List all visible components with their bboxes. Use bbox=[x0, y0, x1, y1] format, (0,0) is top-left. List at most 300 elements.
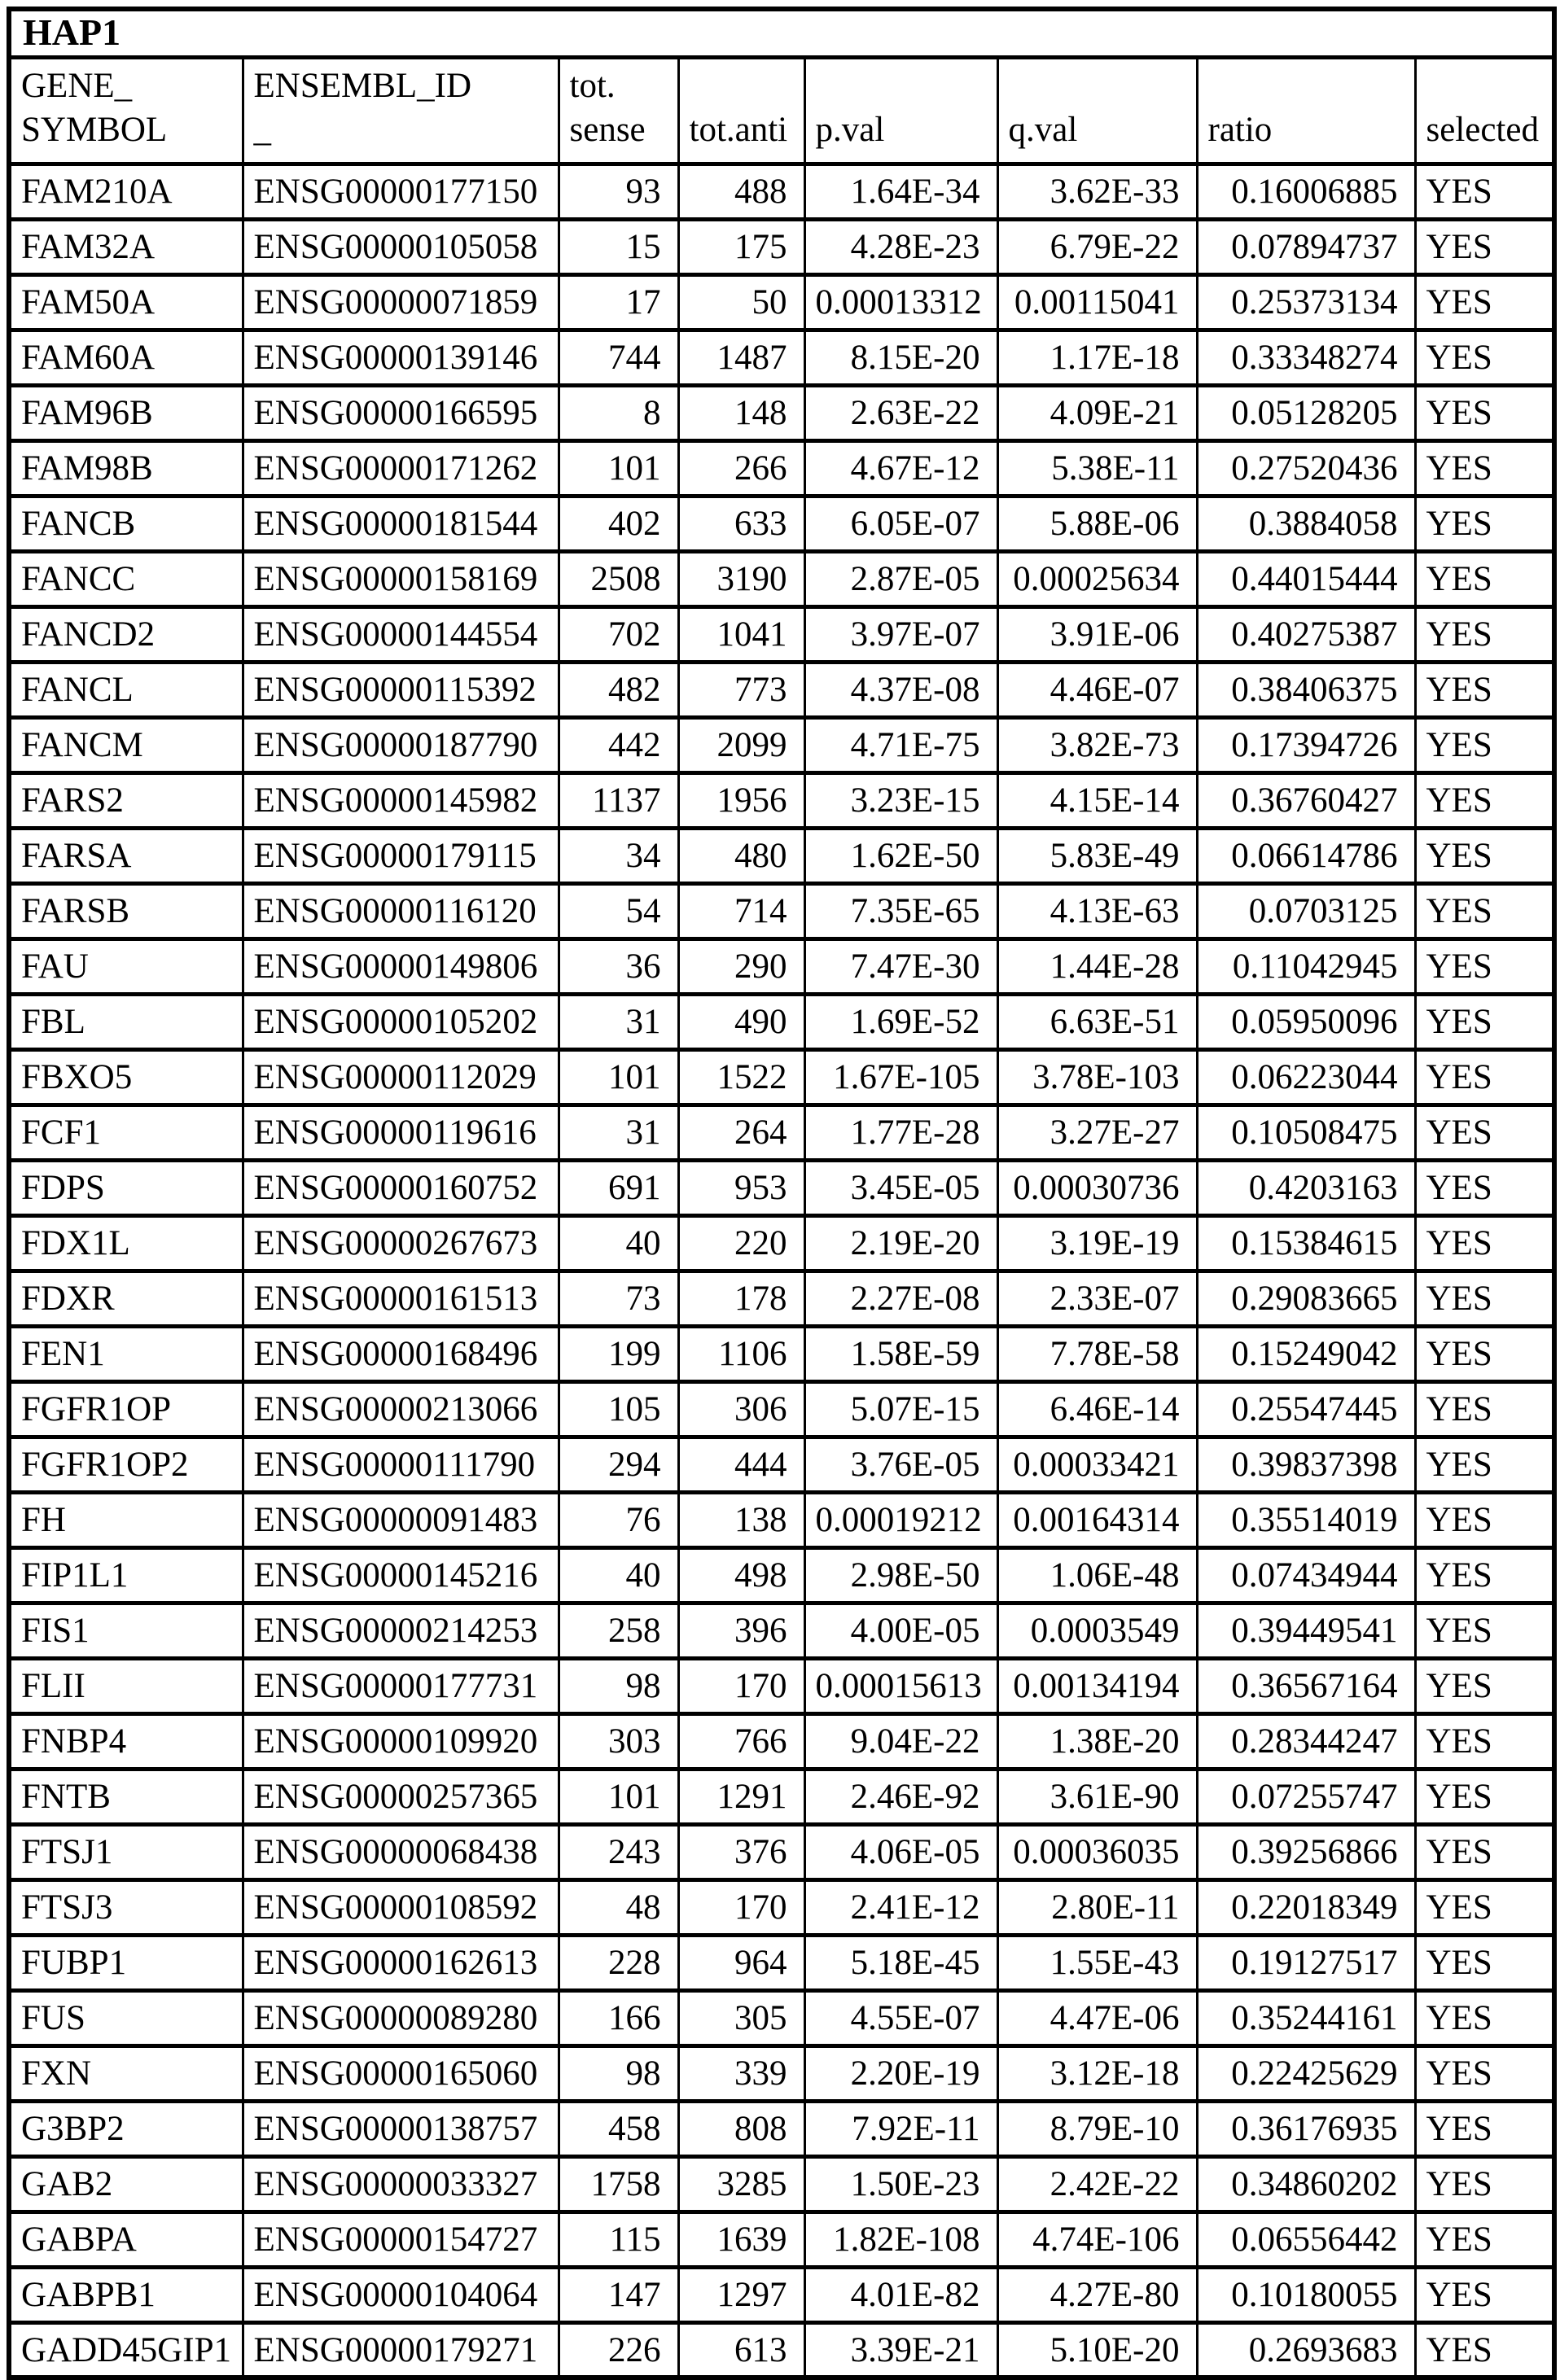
cell-ensembl-id: ENSG00000160752 bbox=[243, 1160, 559, 1215]
cell-p-val: 4.37E-08 bbox=[804, 662, 997, 717]
cell-tot-sense: 166 bbox=[559, 1990, 678, 2045]
cell-gene-symbol: FIS1 bbox=[9, 1603, 243, 1658]
cell-ensembl-id: ENSG00000115392 bbox=[243, 662, 559, 717]
cell-tot-anti: 1487 bbox=[678, 330, 804, 385]
cell-ensembl-id: ENSG00000181544 bbox=[243, 496, 559, 551]
cell-tot-sense: 105 bbox=[559, 1381, 678, 1437]
cell-tot-anti: 766 bbox=[678, 1713, 804, 1769]
cell-selected: YES bbox=[1415, 1658, 1554, 1713]
cell-tot-sense: 744 bbox=[559, 330, 678, 385]
cell-ratio: 0.44015444 bbox=[1197, 551, 1415, 606]
column-header-selected: selected bbox=[1415, 58, 1554, 164]
cell-tot-anti: 3285 bbox=[678, 2156, 804, 2212]
table-row bbox=[9, 164, 1554, 219]
cell-tot-anti: 264 bbox=[678, 1105, 804, 1160]
cell-selected: YES bbox=[1415, 883, 1554, 938]
cell-p-val: 0.00015613 bbox=[804, 1658, 997, 1713]
cell-ratio: 0.27520436 bbox=[1197, 440, 1415, 496]
cell-p-val: 4.67E-12 bbox=[804, 440, 997, 496]
cell-tot-anti: 498 bbox=[678, 1547, 804, 1603]
cell-selected: YES bbox=[1415, 1160, 1554, 1215]
cell-ratio: 0.40275387 bbox=[1197, 606, 1415, 662]
cell-tot-sense: 228 bbox=[559, 1935, 678, 1990]
table-row bbox=[9, 1326, 1554, 1381]
cell-tot-anti: 808 bbox=[678, 2101, 804, 2156]
cell-q-val: 5.83E-49 bbox=[997, 828, 1197, 883]
cell-selected: YES bbox=[1415, 938, 1554, 994]
cell-ensembl-id: ENSG00000187790 bbox=[243, 717, 559, 772]
cell-tot-anti: 953 bbox=[678, 1160, 804, 1215]
table-row bbox=[9, 1769, 1554, 1824]
cell-p-val: 3.23E-15 bbox=[804, 772, 997, 828]
table-row bbox=[9, 440, 1554, 496]
cell-gene-symbol: GABPB1 bbox=[9, 2267, 243, 2322]
cell-selected: YES bbox=[1415, 1935, 1554, 1990]
cell-p-val: 1.62E-50 bbox=[804, 828, 997, 883]
cell-tot-sense: 442 bbox=[559, 717, 678, 772]
cell-ratio: 0.06223044 bbox=[1197, 1049, 1415, 1105]
cell-q-val: 4.47E-06 bbox=[997, 1990, 1197, 2045]
cell-gene-symbol: FDPS bbox=[9, 1160, 243, 1215]
cell-selected: YES bbox=[1415, 1326, 1554, 1381]
cell-selected: YES bbox=[1415, 551, 1554, 606]
cell-tot-sense: 402 bbox=[559, 496, 678, 551]
cell-tot-sense: 115 bbox=[559, 2212, 678, 2267]
cell-q-val: 6.46E-14 bbox=[997, 1381, 1197, 1437]
cell-tot-sense: 31 bbox=[559, 1105, 678, 1160]
cell-tot-sense: 54 bbox=[559, 883, 678, 938]
cell-p-val: 2.41E-12 bbox=[804, 1879, 997, 1935]
column-header-tot-sense: tot. sense bbox=[559, 58, 678, 164]
cell-q-val: 4.27E-80 bbox=[997, 2267, 1197, 2322]
cell-ratio: 0.36760427 bbox=[1197, 772, 1415, 828]
cell-q-val: 0.00036035 bbox=[997, 1824, 1197, 1879]
cell-tot-sense: 303 bbox=[559, 1713, 678, 1769]
cell-ensembl-id: ENSG00000068438 bbox=[243, 1824, 559, 1879]
table-row bbox=[9, 1160, 1554, 1215]
column-header-tot-anti: tot.anti bbox=[678, 58, 804, 164]
cell-ensembl-id: ENSG00000111790 bbox=[243, 1437, 559, 1492]
cell-p-val: 1.69E-52 bbox=[804, 994, 997, 1049]
cell-tot-anti: 613 bbox=[678, 2322, 804, 2378]
cell-tot-anti: 1956 bbox=[678, 772, 804, 828]
cell-q-val: 3.78E-103 bbox=[997, 1049, 1197, 1105]
cell-q-val: 0.00115041 bbox=[997, 274, 1197, 330]
cell-tot-anti: 1041 bbox=[678, 606, 804, 662]
cell-q-val: 6.79E-22 bbox=[997, 219, 1197, 274]
cell-tot-sense: 101 bbox=[559, 440, 678, 496]
cell-gene-symbol: FUS bbox=[9, 1990, 243, 2045]
cell-tot-sense: 294 bbox=[559, 1437, 678, 1492]
column-header-gene-symbol: GENE_ SYMBOL bbox=[9, 58, 243, 164]
column-header-q-val: q.val bbox=[997, 58, 1197, 164]
cell-selected: YES bbox=[1415, 1603, 1554, 1658]
cell-selected: YES bbox=[1415, 440, 1554, 496]
cell-ratio: 0.4203163 bbox=[1197, 1160, 1415, 1215]
cell-tot-anti: 266 bbox=[678, 440, 804, 496]
cell-selected: YES bbox=[1415, 1381, 1554, 1437]
table-row bbox=[9, 1713, 1554, 1769]
cell-ensembl-id: ENSG00000213066 bbox=[243, 1381, 559, 1437]
cell-p-val: 2.46E-92 bbox=[804, 1769, 997, 1824]
table-row bbox=[9, 1381, 1554, 1437]
table-row bbox=[9, 2322, 1554, 2378]
cell-p-val: 2.20E-19 bbox=[804, 2045, 997, 2101]
table-row bbox=[9, 2045, 1554, 2101]
cell-tot-sense: 458 bbox=[559, 2101, 678, 2156]
cell-tot-sense: 76 bbox=[559, 1492, 678, 1547]
cell-p-val: 1.67E-105 bbox=[804, 1049, 997, 1105]
cell-tot-anti: 178 bbox=[678, 1271, 804, 1326]
cell-ratio: 0.33348274 bbox=[1197, 330, 1415, 385]
cell-ensembl-id: ENSG00000166595 bbox=[243, 385, 559, 440]
cell-tot-sense: 15 bbox=[559, 219, 678, 274]
cell-gene-symbol: FXN bbox=[9, 2045, 243, 2101]
cell-ensembl-id: ENSG00000104064 bbox=[243, 2267, 559, 2322]
cell-tot-sense: 702 bbox=[559, 606, 678, 662]
cell-gene-symbol: FGFR1OP2 bbox=[9, 1437, 243, 1492]
cell-ensembl-id: ENSG00000267673 bbox=[243, 1215, 559, 1271]
cell-tot-sense: 48 bbox=[559, 1879, 678, 1935]
cell-q-val: 3.82E-73 bbox=[997, 717, 1197, 772]
cell-tot-sense: 691 bbox=[559, 1160, 678, 1215]
table-row bbox=[9, 330, 1554, 385]
cell-tot-sense: 243 bbox=[559, 1824, 678, 1879]
cell-p-val: 3.97E-07 bbox=[804, 606, 997, 662]
cell-p-val: 4.71E-75 bbox=[804, 717, 997, 772]
cell-ratio: 0.05950096 bbox=[1197, 994, 1415, 1049]
cell-ensembl-id: ENSG00000144554 bbox=[243, 606, 559, 662]
cell-ensembl-id: ENSG00000161513 bbox=[243, 1271, 559, 1326]
cell-selected: YES bbox=[1415, 2267, 1554, 2322]
cell-gene-symbol: FAM60A bbox=[9, 330, 243, 385]
cell-p-val: 0.00019212 bbox=[804, 1492, 997, 1547]
cell-selected: YES bbox=[1415, 2322, 1554, 2378]
cell-ensembl-id: ENSG00000105058 bbox=[243, 219, 559, 274]
cell-selected: YES bbox=[1415, 496, 1554, 551]
cell-gene-symbol: FAM96B bbox=[9, 385, 243, 440]
table-row bbox=[9, 883, 1554, 938]
cell-selected: YES bbox=[1415, 1271, 1554, 1326]
cell-tot-anti: 2099 bbox=[678, 717, 804, 772]
cell-p-val: 1.64E-34 bbox=[804, 164, 997, 219]
cell-ensembl-id: ENSG00000119616 bbox=[243, 1105, 559, 1160]
cell-ensembl-id: ENSG00000105202 bbox=[243, 994, 559, 1049]
cell-q-val: 2.33E-07 bbox=[997, 1271, 1197, 1326]
cell-p-val: 4.06E-05 bbox=[804, 1824, 997, 1879]
cell-q-val: 1.44E-28 bbox=[997, 938, 1197, 994]
cell-ratio: 0.28344247 bbox=[1197, 1713, 1415, 1769]
cell-tot-anti: 396 bbox=[678, 1603, 804, 1658]
cell-tot-anti: 480 bbox=[678, 828, 804, 883]
cell-ratio: 0.34860202 bbox=[1197, 2156, 1415, 2212]
cell-selected: YES bbox=[1415, 662, 1554, 717]
table-row bbox=[9, 606, 1554, 662]
table-row bbox=[9, 772, 1554, 828]
cell-selected: YES bbox=[1415, 2212, 1554, 2267]
cell-p-val: 2.27E-08 bbox=[804, 1271, 997, 1326]
cell-ensembl-id: ENSG00000138757 bbox=[243, 2101, 559, 2156]
cell-q-val: 0.00134194 bbox=[997, 1658, 1197, 1713]
cell-gene-symbol: FCF1 bbox=[9, 1105, 243, 1160]
table-row bbox=[9, 828, 1554, 883]
cell-gene-symbol: FAM98B bbox=[9, 440, 243, 496]
cell-tot-anti: 148 bbox=[678, 385, 804, 440]
cell-p-val: 7.47E-30 bbox=[804, 938, 997, 994]
cell-selected: YES bbox=[1415, 219, 1554, 274]
table-row bbox=[9, 1049, 1554, 1105]
cell-p-val: 8.15E-20 bbox=[804, 330, 997, 385]
cell-selected: YES bbox=[1415, 1713, 1554, 1769]
cell-p-val: 5.07E-15 bbox=[804, 1381, 997, 1437]
cell-tot-anti: 290 bbox=[678, 938, 804, 994]
table-row bbox=[9, 1658, 1554, 1713]
cell-q-val: 1.55E-43 bbox=[997, 1935, 1197, 1990]
cell-q-val: 0.00025634 bbox=[997, 551, 1197, 606]
cell-gene-symbol: FAM210A bbox=[9, 164, 243, 219]
cell-ratio: 0.19127517 bbox=[1197, 1935, 1415, 1990]
cell-gene-symbol: FUBP1 bbox=[9, 1935, 243, 1990]
cell-ratio: 0.36567164 bbox=[1197, 1658, 1415, 1713]
cell-tot-anti: 170 bbox=[678, 1879, 804, 1935]
cell-ratio: 0.22018349 bbox=[1197, 1879, 1415, 1935]
cell-q-val: 4.09E-21 bbox=[997, 385, 1197, 440]
cell-tot-anti: 633 bbox=[678, 496, 804, 551]
cell-tot-sense: 258 bbox=[559, 1603, 678, 1658]
cell-selected: YES bbox=[1415, 1879, 1554, 1935]
cell-gene-symbol: GADD45GIP1 bbox=[9, 2322, 243, 2378]
cell-ratio: 0.07894737 bbox=[1197, 219, 1415, 274]
cell-ratio: 0.25547445 bbox=[1197, 1381, 1415, 1437]
cell-tot-sense: 98 bbox=[559, 2045, 678, 2101]
cell-gene-symbol: FH bbox=[9, 1492, 243, 1547]
table-row bbox=[9, 551, 1554, 606]
table-title-row bbox=[9, 9, 1554, 58]
cell-ensembl-id: ENSG00000089280 bbox=[243, 1990, 559, 2045]
cell-ratio: 0.06614786 bbox=[1197, 828, 1415, 883]
table-row bbox=[9, 1492, 1554, 1547]
cell-gene-symbol: FANCL bbox=[9, 662, 243, 717]
cell-gene-symbol: FNTB bbox=[9, 1769, 243, 1824]
cell-ratio: 0.10180055 bbox=[1197, 2267, 1415, 2322]
column-header-ratio: ratio bbox=[1197, 58, 1415, 164]
cell-gene-symbol: FDXR bbox=[9, 1271, 243, 1326]
cell-q-val: 3.12E-18 bbox=[997, 2045, 1197, 2101]
cell-q-val: 3.62E-33 bbox=[997, 164, 1197, 219]
cell-selected: YES bbox=[1415, 330, 1554, 385]
cell-ratio: 0.39256866 bbox=[1197, 1824, 1415, 1879]
cell-selected: YES bbox=[1415, 2156, 1554, 2212]
cell-ratio: 0.35514019 bbox=[1197, 1492, 1415, 1547]
cell-ratio: 0.10508475 bbox=[1197, 1105, 1415, 1160]
cell-q-val: 5.10E-20 bbox=[997, 2322, 1197, 2378]
cell-selected: YES bbox=[1415, 1105, 1554, 1160]
cell-selected: YES bbox=[1415, 828, 1554, 883]
cell-ratio: 0.2693683 bbox=[1197, 2322, 1415, 2378]
cell-p-val: 4.00E-05 bbox=[804, 1603, 997, 1658]
cell-ensembl-id: ENSG00000149806 bbox=[243, 938, 559, 994]
cell-gene-symbol: FEN1 bbox=[9, 1326, 243, 1381]
cell-gene-symbol: G3BP2 bbox=[9, 2101, 243, 2156]
cell-p-val: 7.92E-11 bbox=[804, 2101, 997, 2156]
cell-ensembl-id: ENSG00000162613 bbox=[243, 1935, 559, 1990]
table-row bbox=[9, 1990, 1554, 2045]
cell-tot-anti: 170 bbox=[678, 1658, 804, 1713]
cell-q-val: 6.63E-51 bbox=[997, 994, 1197, 1049]
table-row bbox=[9, 1824, 1554, 1879]
cell-gene-symbol: FTSJ1 bbox=[9, 1824, 243, 1879]
cell-tot-anti: 305 bbox=[678, 1990, 804, 2045]
cell-ensembl-id: ENSG00000168496 bbox=[243, 1326, 559, 1381]
cell-ratio: 0.29083665 bbox=[1197, 1271, 1415, 1326]
table-row bbox=[9, 1215, 1554, 1271]
cell-tot-sense: 93 bbox=[559, 164, 678, 219]
cell-ensembl-id: ENSG00000179271 bbox=[243, 2322, 559, 2378]
cell-tot-anti: 50 bbox=[678, 274, 804, 330]
cell-ratio: 0.35244161 bbox=[1197, 1990, 1415, 2045]
cell-tot-sense: 34 bbox=[559, 828, 678, 883]
table-row bbox=[9, 1437, 1554, 1492]
cell-tot-anti: 1297 bbox=[678, 2267, 804, 2322]
cell-ratio: 0.17394726 bbox=[1197, 717, 1415, 772]
cell-tot-anti: 3190 bbox=[678, 551, 804, 606]
cell-selected: YES bbox=[1415, 606, 1554, 662]
cell-tot-sense: 1758 bbox=[559, 2156, 678, 2212]
cell-ratio: 0.39449541 bbox=[1197, 1603, 1415, 1658]
cell-ratio: 0.15384615 bbox=[1197, 1215, 1415, 1271]
cell-ensembl-id: ENSG00000145216 bbox=[243, 1547, 559, 1603]
cell-tot-anti: 376 bbox=[678, 1824, 804, 1879]
cell-ensembl-id: ENSG00000158169 bbox=[243, 551, 559, 606]
cell-q-val: 3.61E-90 bbox=[997, 1769, 1197, 1824]
cell-q-val: 4.13E-63 bbox=[997, 883, 1197, 938]
cell-q-val: 7.78E-58 bbox=[997, 1326, 1197, 1381]
cell-ensembl-id: ENSG00000145982 bbox=[243, 772, 559, 828]
cell-gene-symbol: GAB2 bbox=[9, 2156, 243, 2212]
cell-ratio: 0.06556442 bbox=[1197, 2212, 1415, 2267]
cell-tot-sense: 147 bbox=[559, 2267, 678, 2322]
cell-q-val: 0.00033421 bbox=[997, 1437, 1197, 1492]
cell-selected: YES bbox=[1415, 274, 1554, 330]
column-header-ensembl-id: ENSEMBL_ID _ bbox=[243, 58, 559, 164]
cell-gene-symbol: FANCD2 bbox=[9, 606, 243, 662]
cell-q-val: 8.79E-10 bbox=[997, 2101, 1197, 2156]
cell-tot-anti: 964 bbox=[678, 1935, 804, 1990]
table-row bbox=[9, 938, 1554, 994]
cell-ensembl-id: ENSG00000116120 bbox=[243, 883, 559, 938]
cell-ensembl-id: ENSG00000177150 bbox=[243, 164, 559, 219]
cell-ratio: 0.07255747 bbox=[1197, 1769, 1415, 1824]
table-row bbox=[9, 496, 1554, 551]
cell-ensembl-id: ENSG00000139146 bbox=[243, 330, 559, 385]
cell-q-val: 1.17E-18 bbox=[997, 330, 1197, 385]
cell-ratio: 0.3884058 bbox=[1197, 496, 1415, 551]
cell-q-val: 3.91E-06 bbox=[997, 606, 1197, 662]
cell-p-val: 6.05E-07 bbox=[804, 496, 997, 551]
cell-tot-sense: 226 bbox=[559, 2322, 678, 2378]
cell-tot-sense: 40 bbox=[559, 1215, 678, 1271]
cell-tot-anti: 339 bbox=[678, 2045, 804, 2101]
cell-selected: YES bbox=[1415, 1769, 1554, 1824]
cell-ratio: 0.05128205 bbox=[1197, 385, 1415, 440]
cell-q-val: 3.19E-19 bbox=[997, 1215, 1197, 1271]
cell-gene-symbol: FIP1L1 bbox=[9, 1547, 243, 1603]
table-row bbox=[9, 717, 1554, 772]
cell-p-val: 7.35E-65 bbox=[804, 883, 997, 938]
cell-gene-symbol: FGFR1OP bbox=[9, 1381, 243, 1437]
cell-tot-anti: 138 bbox=[678, 1492, 804, 1547]
cell-tot-anti: 488 bbox=[678, 164, 804, 219]
cell-q-val: 2.80E-11 bbox=[997, 1879, 1197, 1935]
cell-p-val: 3.76E-05 bbox=[804, 1437, 997, 1492]
cell-q-val: 5.38E-11 bbox=[997, 440, 1197, 496]
cell-p-val: 4.01E-82 bbox=[804, 2267, 997, 2322]
table-header-row bbox=[9, 58, 1554, 164]
column-header-p-val: p.val bbox=[804, 58, 997, 164]
cell-tot-sense: 40 bbox=[559, 1547, 678, 1603]
cell-tot-sense: 17 bbox=[559, 274, 678, 330]
cell-q-val: 0.0003549 bbox=[997, 1603, 1197, 1658]
cell-gene-symbol: FANCM bbox=[9, 717, 243, 772]
cell-selected: YES bbox=[1415, 1547, 1554, 1603]
cell-tot-anti: 1106 bbox=[678, 1326, 804, 1381]
cell-tot-anti: 773 bbox=[678, 662, 804, 717]
cell-gene-symbol: FARSA bbox=[9, 828, 243, 883]
table-row bbox=[9, 2267, 1554, 2322]
cell-tot-anti: 444 bbox=[678, 1437, 804, 1492]
cell-ensembl-id: ENSG00000091483 bbox=[243, 1492, 559, 1547]
table-row bbox=[9, 1105, 1554, 1160]
cell-tot-anti: 1522 bbox=[678, 1049, 804, 1105]
cell-p-val: 3.45E-05 bbox=[804, 1160, 997, 1215]
cell-gene-symbol: FDX1L bbox=[9, 1215, 243, 1271]
cell-gene-symbol: FANCC bbox=[9, 551, 243, 606]
cell-gene-symbol: FARS2 bbox=[9, 772, 243, 828]
cell-ratio: 0.22425629 bbox=[1197, 2045, 1415, 2101]
cell-tot-anti: 175 bbox=[678, 219, 804, 274]
cell-q-val: 4.74E-106 bbox=[997, 2212, 1197, 2267]
cell-p-val: 4.28E-23 bbox=[804, 219, 997, 274]
cell-gene-symbol: FBL bbox=[9, 994, 243, 1049]
table-row bbox=[9, 994, 1554, 1049]
cell-selected: YES bbox=[1415, 2101, 1554, 2156]
cell-q-val: 0.00030736 bbox=[997, 1160, 1197, 1215]
table-row bbox=[9, 1935, 1554, 1990]
cell-ratio: 0.36176935 bbox=[1197, 2101, 1415, 2156]
cell-ratio: 0.0703125 bbox=[1197, 883, 1415, 938]
cell-q-val: 1.38E-20 bbox=[997, 1713, 1197, 1769]
table-row bbox=[9, 1879, 1554, 1935]
cell-tot-anti: 490 bbox=[678, 994, 804, 1049]
cell-ratio: 0.07434944 bbox=[1197, 1547, 1415, 1603]
cell-ratio: 0.15249042 bbox=[1197, 1326, 1415, 1381]
cell-tot-sense: 98 bbox=[559, 1658, 678, 1713]
cell-p-val: 0.00013312 bbox=[804, 274, 997, 330]
cell-p-val: 1.82E-108 bbox=[804, 2212, 997, 2267]
cell-ensembl-id: ENSG00000112029 bbox=[243, 1049, 559, 1105]
cell-p-val: 2.98E-50 bbox=[804, 1547, 997, 1603]
cell-tot-anti: 1639 bbox=[678, 2212, 804, 2267]
cell-tot-sense: 199 bbox=[559, 1326, 678, 1381]
cell-gene-symbol: FAM50A bbox=[9, 274, 243, 330]
cell-tot-sense: 31 bbox=[559, 994, 678, 1049]
cell-tot-sense: 73 bbox=[559, 1271, 678, 1326]
cell-gene-symbol: FARSB bbox=[9, 883, 243, 938]
cell-ratio: 0.11042945 bbox=[1197, 938, 1415, 994]
table-row bbox=[9, 2101, 1554, 2156]
table-row bbox=[9, 385, 1554, 440]
cell-selected: YES bbox=[1415, 1492, 1554, 1547]
